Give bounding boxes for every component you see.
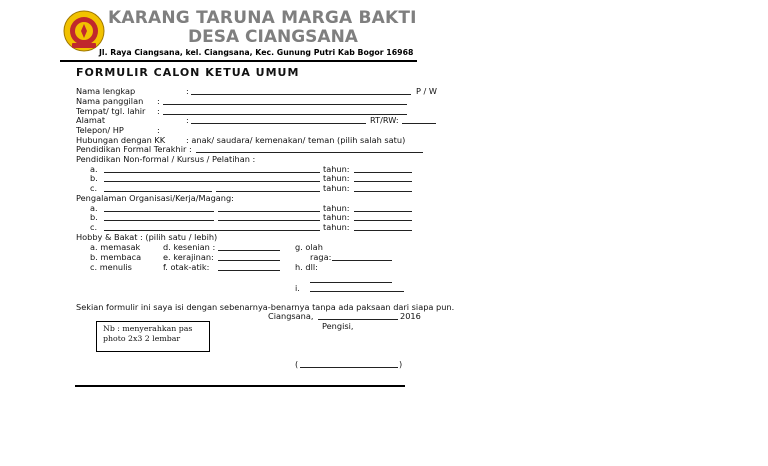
hobby-option-kerajinan[interactable]: e. kerajinan: — [163, 252, 214, 262]
label-pengalaman: Pengalaman Organisasi/Kerja/Magang: — [76, 193, 234, 203]
field-otak-atik[interactable] — [218, 263, 280, 271]
field-nama-lengkap[interactable] — [191, 87, 411, 95]
field-rt-rw[interactable] — [402, 116, 436, 124]
colon: : — [186, 115, 189, 125]
list-marker: c. — [90, 222, 98, 232]
label-telepon: Telepon/ HP — [76, 125, 124, 135]
org-name-line2: DESA CIANGSANA — [188, 27, 358, 47]
karang-taruna-logo-icon — [63, 10, 105, 52]
field-pengalaman-a2[interactable] — [218, 204, 320, 212]
org-address: Jl. Raya Ciangsana, kel. Ciangsana, Kec. Gunung Putri Kab Bogor 16968 — [99, 48, 414, 57]
label-pendidikan-formal: Pendidikan Formal Terakhir : — [76, 144, 192, 154]
org-name-line1: KARANG TARUNA MARGA BAKTI — [108, 8, 417, 28]
hobby-option-kesenian[interactable]: d. kesenian : — [163, 242, 216, 252]
field-i[interactable] — [310, 284, 404, 292]
label-tahun: tahun: — [323, 222, 350, 232]
hobby-option-memasak[interactable]: a. memasak — [90, 242, 141, 252]
hobby-option-otak-atik[interactable]: f. otak-atik: — [163, 262, 210, 272]
photo-note-line2: photo 2x3 2 lembar — [103, 334, 181, 343]
field-alamat[interactable] — [191, 116, 366, 124]
label-pendidikan-nonformal: Pendidikan Non-formal / Kursus / Pelatihan : — [76, 154, 256, 164]
label-rt-rw: RT/RW: — [370, 115, 399, 125]
photo-note-box — [96, 321, 210, 352]
signature-label: Pengisi, — [322, 321, 354, 331]
list-marker: a. — [90, 164, 98, 174]
label-hubungan-kk: Hubungan dengan KK — [76, 135, 166, 145]
label-tempat-lahir: Tempat/ tgl. lahir — [76, 106, 146, 116]
hobby-option-i[interactable]: i. — [295, 283, 300, 293]
hubungan-options: : anak/ saudara/ kemenakan/ teman (pilih salah satu) — [186, 135, 406, 145]
field-pengalaman-c-tahun[interactable] — [354, 223, 412, 231]
label-hobby: Hobby & Bakat : (pilih satu / lebih) — [76, 232, 218, 242]
header-divider — [60, 60, 417, 62]
label-nama-lengkap: Nama lengkap — [76, 86, 136, 96]
label-tahun: tahun: — [323, 164, 350, 174]
field-pendidikan-formal[interactable] — [196, 145, 423, 153]
field-nonformal-a-tahun[interactable] — [354, 165, 412, 173]
signature-place: Ciangsana, — [268, 311, 314, 321]
field-nonformal-c-tahun[interactable] — [354, 184, 412, 192]
list-marker: c. — [90, 183, 98, 193]
hobby-option-olahraga-cont: raga: — [310, 252, 332, 262]
label-tahun: tahun: — [323, 212, 350, 222]
field-pengalaman-b[interactable] — [104, 213, 214, 221]
hobby-option-dll[interactable]: h. dll: — [295, 262, 318, 272]
list-marker: b. — [90, 173, 98, 183]
hobby-option-membaca[interactable]: b. membaca — [90, 252, 142, 262]
statement-text: Sekian formulir ini saya isi dengan sebenarnya-benarnya tanpa ada paksaan dari siapa pun. — [76, 302, 455, 312]
field-pengalaman-b2[interactable] — [218, 213, 320, 221]
signature-year: 2016 — [400, 311, 421, 321]
field-nonformal-b-tahun[interactable] — [354, 174, 412, 182]
label-nama-panggilan: Nama panggilan — [76, 96, 144, 106]
label-alamat: Alamat — [76, 115, 106, 125]
field-nonformal-a[interactable] — [104, 165, 320, 173]
field-signature-date[interactable] — [318, 312, 398, 320]
colon: : — [157, 125, 160, 135]
footer-divider — [75, 385, 405, 387]
list-marker: a. — [90, 203, 98, 213]
label-tahun: tahun: — [323, 203, 350, 213]
colon: : — [157, 106, 160, 116]
label-tahun: tahun: — [323, 173, 350, 183]
field-nonformal-b[interactable] — [104, 174, 320, 182]
label-tahun: tahun: — [323, 183, 350, 193]
signature-close-paren: ) — [399, 359, 403, 369]
field-pengalaman-b-tahun[interactable] — [354, 213, 412, 221]
hobby-option-menulis[interactable]: c. menulis — [90, 262, 132, 272]
gender-suffix: P / W — [416, 86, 437, 96]
field-nama-panggilan[interactable] — [163, 97, 407, 105]
field-pengalaman-a-tahun[interactable] — [354, 204, 412, 212]
field-signature-name[interactable] — [300, 360, 398, 368]
form-title: FORMULIR CALON KETUA UMUM — [76, 66, 300, 79]
field-nonformal-c[interactable] — [104, 184, 212, 192]
signature-open-paren: ( — [295, 359, 299, 369]
field-pengalaman-a[interactable] — [104, 204, 214, 212]
field-kerajinan[interactable] — [218, 253, 280, 261]
field-olahraga[interactable] — [332, 253, 392, 261]
field-pengalaman-c[interactable] — [104, 223, 320, 231]
field-tempat-lahir[interactable] — [163, 107, 407, 115]
colon: : — [186, 86, 189, 96]
list-marker: b. — [90, 212, 98, 222]
field-nonformal-c2[interactable] — [216, 184, 320, 192]
hobby-option-olahraga[interactable]: g. olah — [295, 242, 323, 252]
colon: : — [157, 96, 160, 106]
field-dll[interactable] — [310, 275, 392, 283]
photo-note-line1: Nb : menyerahkan pas — [103, 324, 193, 333]
field-kesenian[interactable] — [218, 243, 280, 251]
